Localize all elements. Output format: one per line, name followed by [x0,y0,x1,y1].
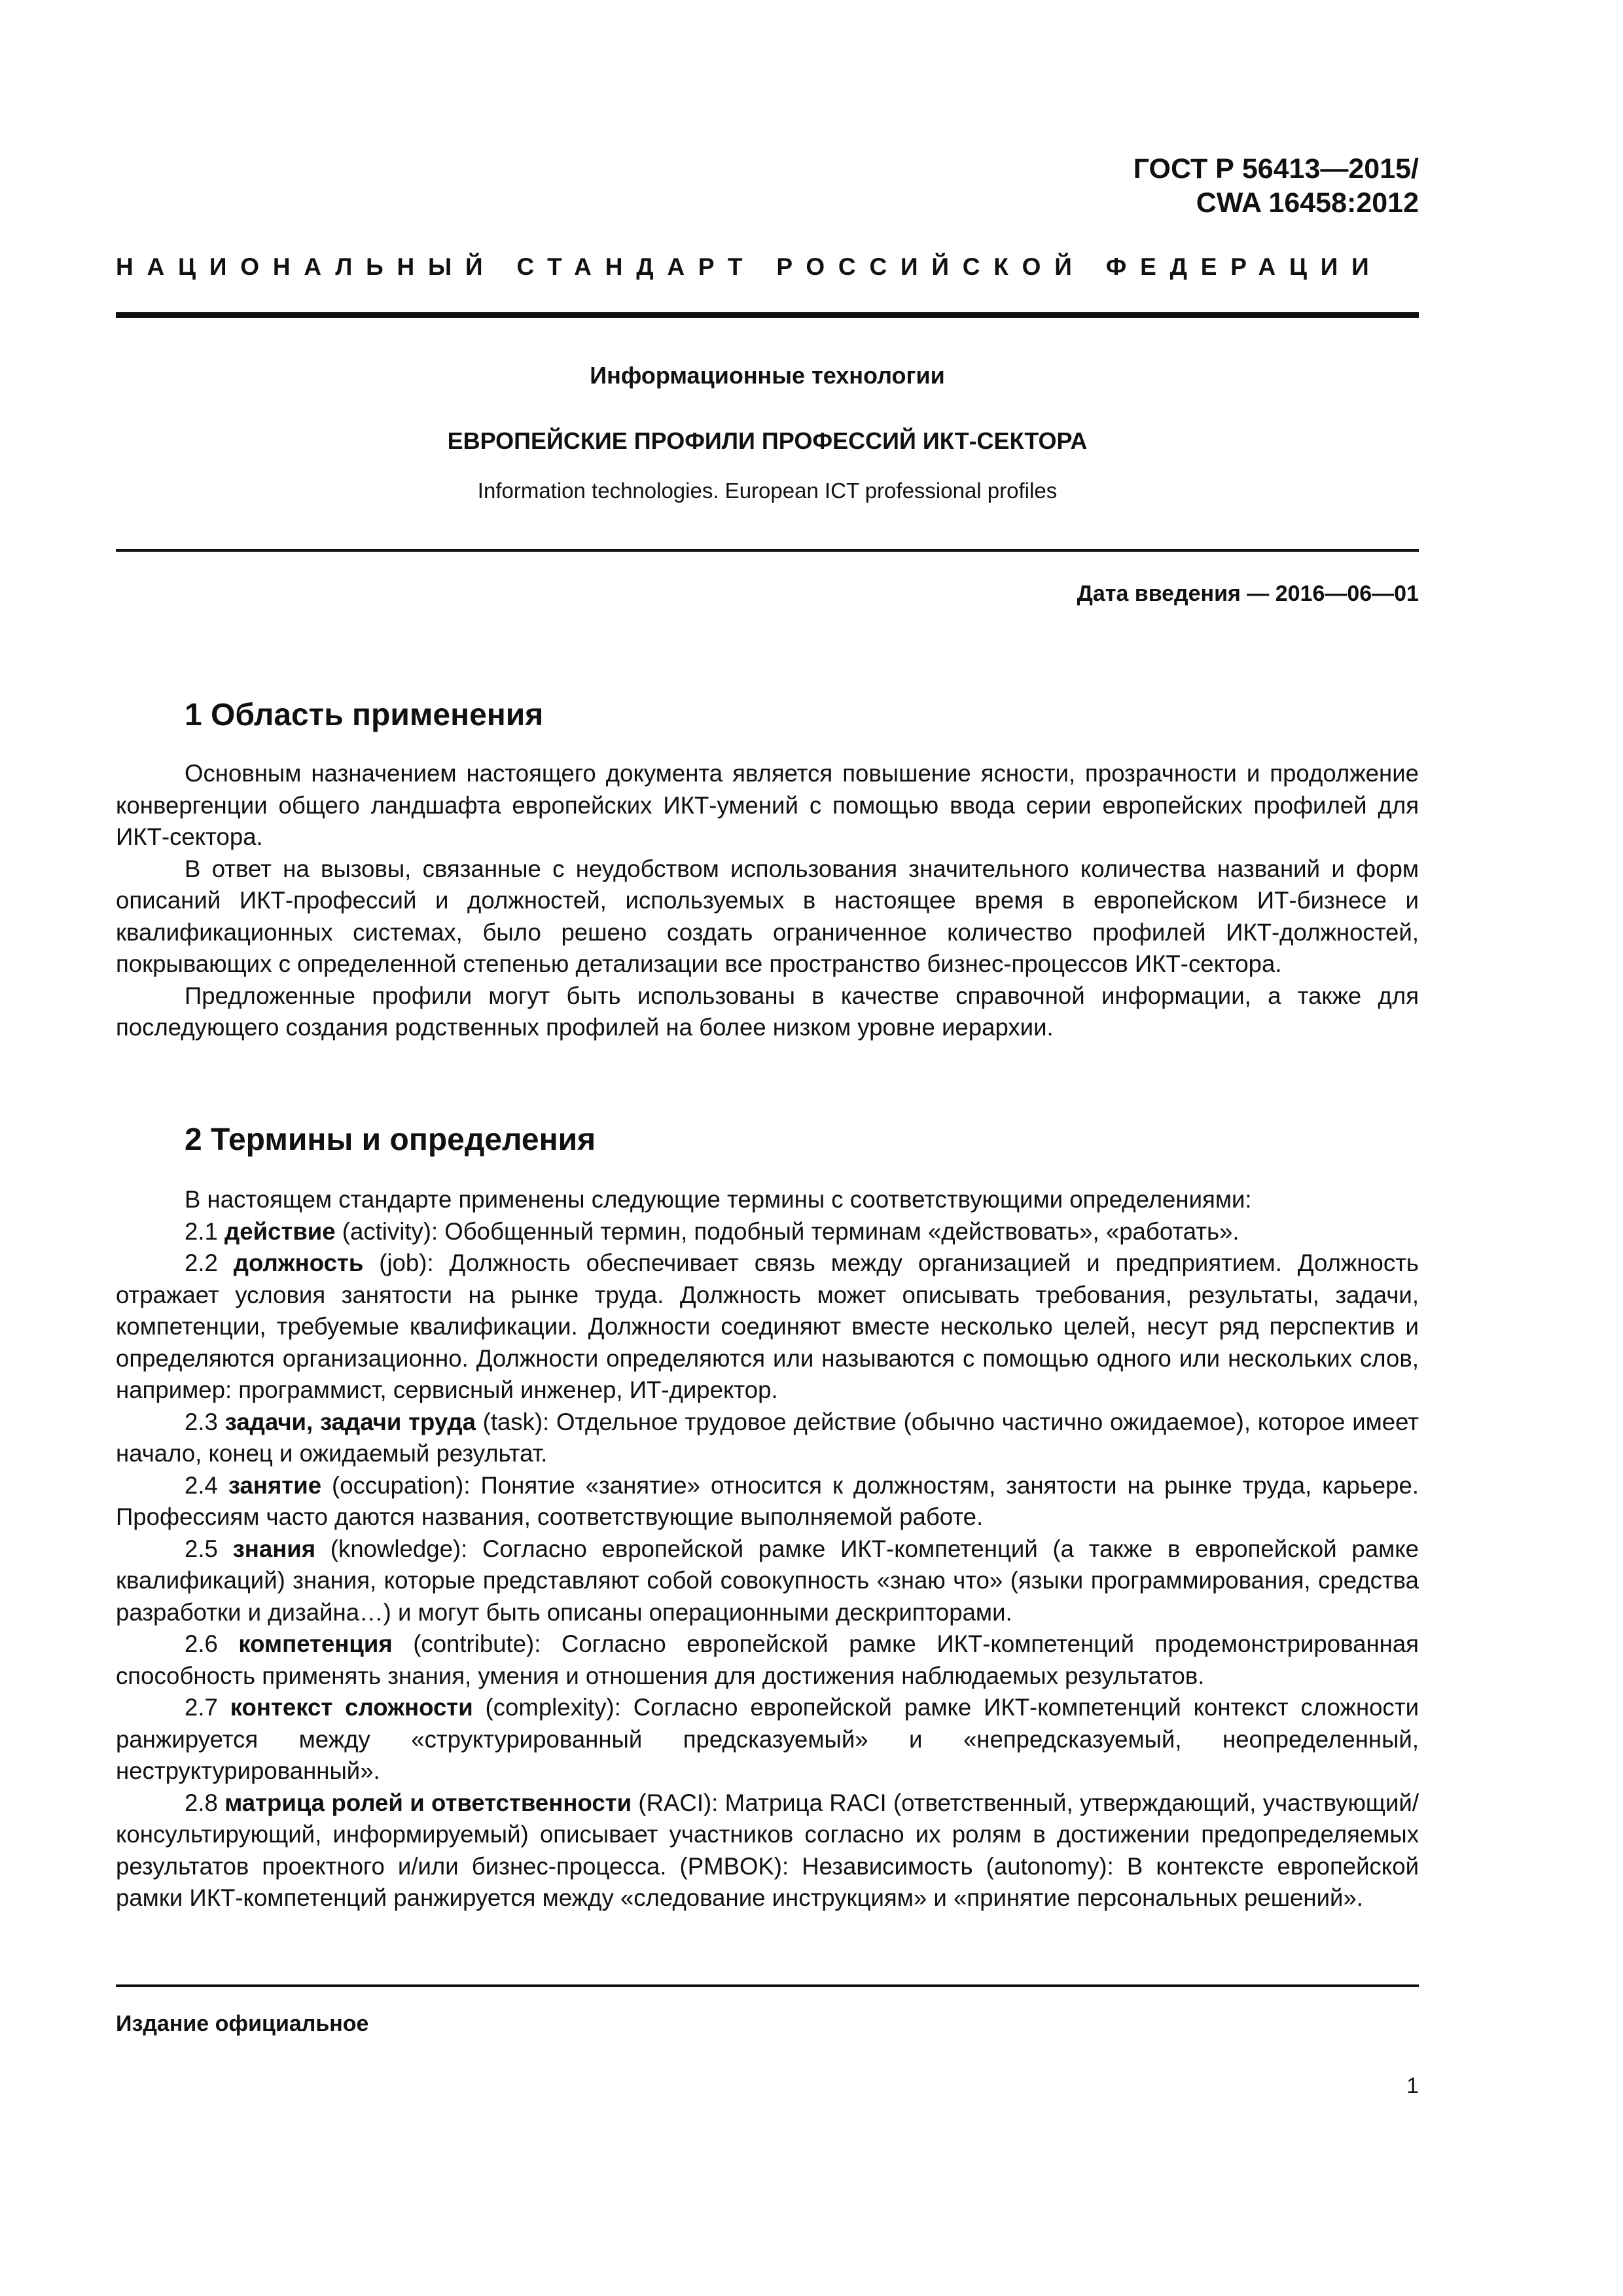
term-name: знания [232,1535,316,1562]
footer-divider [116,1984,1419,1987]
section-1-heading: 1 Область применения [185,698,544,732]
section-2-heading: 2 Термины и определения [185,1122,596,1157]
term-name: задачи, задачи труда [224,1408,476,1435]
term-definition [116,1216,1419,1248]
document-title: ЕВРОПЕЙСКИЕ ПРОФИЛИ ПРОФЕССИЙ ИКТ-СЕКТОРА [447,427,1088,454]
term-number: 2.7 [185,1694,230,1721]
national-standard-banner: НАЦИОНАЛЬНЫЙ СТАНДАРТ РОССИЙСКОЙ ФЕДЕРАЦИИ [116,253,1383,280]
term-number: 2.5 [185,1535,233,1562]
term-name: матрица ролей и ответственности [224,1789,632,1816]
standard-code [1133,152,1419,220]
paragraph: В ответ на вызовы, связанные с неудобством использования значительного количества названий и форм описаний ИКТ-профессий и должностей, используемых в настоящее время в европейском ИТ-бизнесе и квалификационных системах, было решено создать ограниченное количество профилей ИКТ-должностей, покрывающих с определенной степенью детализации все пространство бизнес-процессов ИКТ-сектора. [116,855,1419,977]
title-divider [116,549,1419,552]
term-definition [116,1787,1419,1914]
term-definition [116,1534,1419,1629]
term-number: 2.4 [185,1471,228,1499]
term-number: 2.6 [185,1630,239,1657]
term-definition [116,1470,1419,1534]
term-text: (knowledge): Согласно европейской рамке ИКТ-компетенций (а также в европейской рамке квалификаций) знания, которые представляют собой совокупность «знаю что» (языки программирования, средства разработки и дизайна…) и могут быть описаны операционными дескрипторами. [116,1535,1419,1626]
section-2-body [116,1184,1419,1914]
term-text: (occupation): Понятие «занятие» относится к должностям, занятости на рынке труда, карьере. Профессиям часто даются названия, соответствующие выполняемой работе. [116,1471,1419,1530]
term-name: должность [233,1249,364,1276]
term-text: (task): Отдельное трудовое действие (обычно частично ожидаемое), которое имеет начало, конец и ожидаемый результат. [116,1408,1419,1467]
term-definition [116,1247,1419,1407]
term-name: действие [224,1217,336,1245]
term-name: контекст сложности [230,1694,473,1721]
paragraph: Основным назначением настоящего документа является повышение ясности, прозрачности и продолжение конвергенции общего ландшафта европейских ИКТ-умений с помощью ввода серии европейских профилей для ИКТ-сектора. [116,760,1419,850]
standard-code-line-2: CWA 16458:2012 [1196,187,1419,219]
official-edition-label: Издание официальное [116,2011,369,2036]
term-name: компетенция [238,1630,393,1657]
introduction-date: Дата введения — 2016—06—01 [1077,581,1419,606]
term-text: (contribute): Согласно европейской рамке ИКТ-компетенций продемонстрированная способность применять знания, умения и отношения для достижения наблюдаемых результатов. [116,1630,1419,1689]
term-number: 2.1 [185,1217,225,1245]
section-1-body [116,758,1419,1044]
term-number: 2.3 [185,1408,225,1435]
paragraph: Предложенные профили могут быть использованы в качестве справочной информации, а также для последующего создания родственных профилей на более низком уровне иерархии. [116,982,1419,1041]
header-divider [116,312,1419,318]
term-number: 2.8 [185,1789,225,1816]
term-definition [116,1628,1419,1692]
term-text: (complexity): Согласно европейской рамке ИКТ-компетенций контекст сложности ранжируется между «структурированный предсказуемый» и «непредсказуемый, неопределенный, неструктурированный». [116,1694,1419,1784]
term-number: 2.2 [185,1249,234,1276]
term-text: (activity): Обобщенный термин, подобный терминам «действовать», «работать». [335,1217,1240,1245]
term-definition [116,1407,1419,1470]
term-text: (job): Должность обеспечивает связь между организацией и предприятием. Должность отражает условия занятости на рынке труда. Должность может описывать требования, результаты, задачи, компетенции, требуемые квалификации. Должности соединяют вместе несколько целей, несут ряд перспектив и определяются организационно. Должности определяются или называются с помощью одного или нескольких слов, например: программист, сервисный инженер, ИТ-директор. [116,1249,1419,1403]
section-2-intro: В настоящем стандарте применены следующие термины с соответствующими определениями: [185,1186,1252,1213]
standard-code-line-1: ГОСТ Р 56413—2015/ [1133,153,1419,185]
document-english-title: Information technologies. European ICT professional profiles [477,478,1058,503]
term-name: занятие [228,1471,322,1499]
document-subject: Информационные технологии [590,362,945,389]
term-definition [116,1692,1419,1787]
term-text: (RACI): Матрица RACI (ответственный, утверждающий, участвующий/консультирующий, информируемый) описывает участников согласно их ролям в достижении предопределяемых результатов проектного и/или бизнес-процесса. (PMBOK): Независимость (autonomy): В контексте европейской рамки ИКТ-компетенций ранжируется между «следование инструкциям» и «принятие персональных решений». [116,1789,1419,1911]
page-number: 1 [1406,2073,1419,2098]
